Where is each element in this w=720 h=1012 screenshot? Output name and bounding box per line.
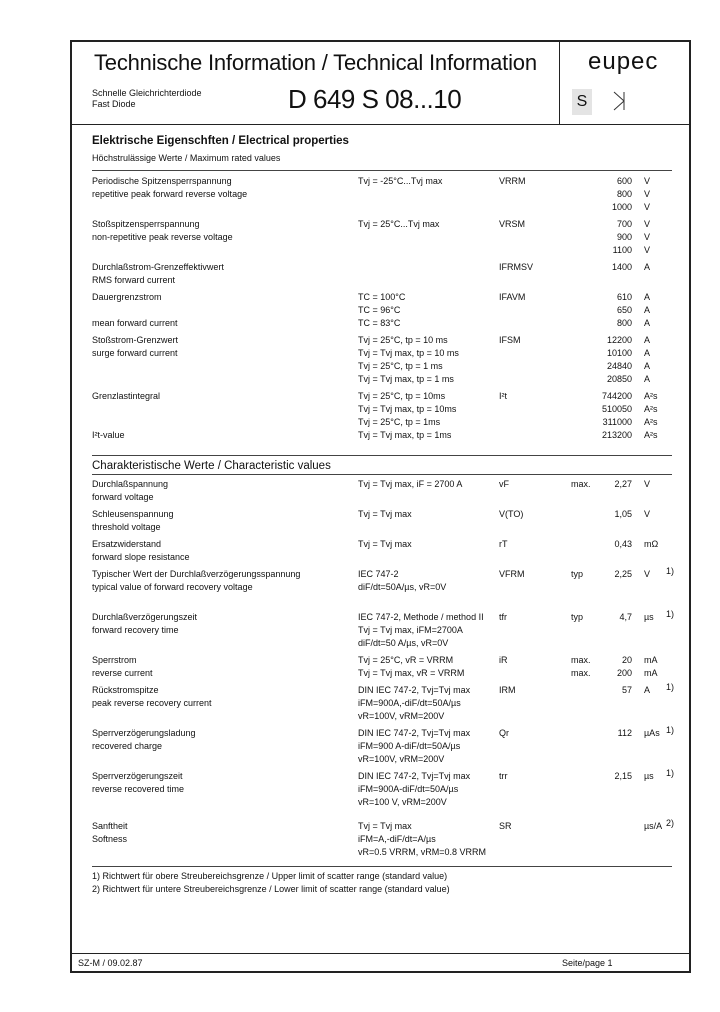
- footnote-ref: 1): [666, 609, 675, 619]
- param-value: 1100: [612, 245, 632, 255]
- param-unit: V: [644, 176, 651, 186]
- param-unit: A²s: [644, 430, 658, 440]
- test-condition: TC = 100°C: [358, 292, 406, 302]
- param-unit: V: [644, 202, 651, 212]
- param-symbol: IFRMSV: [499, 262, 534, 272]
- param-value: 650: [616, 305, 632, 315]
- test-condition: diF/dt=50 A/µs, vR=0V: [358, 638, 449, 648]
- test-condition: Tvj = Tvj max, tp = 1ms: [358, 430, 452, 440]
- param-unit: A: [644, 305, 651, 315]
- param-unit: V: [644, 189, 651, 199]
- test-condition: Tvj = Tvj max, tp = 10 ms: [358, 348, 459, 358]
- param-name-de: Durchlaßspannung: [92, 479, 169, 489]
- param-unit: A: [644, 374, 651, 384]
- footnote-ref: 1): [666, 682, 675, 692]
- param-name-en: mean forward current: [92, 318, 178, 328]
- param-name-de: Grenzlastintegral: [92, 391, 161, 401]
- param-name-de: Sanftheit: [92, 821, 128, 831]
- param-name-en: surge forward current: [92, 348, 178, 358]
- note-1: 1) Richtwert für obere Streubereichsgrenze / Upper limit of scatter range (standard value): [92, 871, 448, 881]
- param-value: 10100: [606, 348, 632, 358]
- param-name-de: Schleusenspannung: [92, 509, 174, 519]
- test-condition: Tvj = 25°C...Tvj max: [358, 219, 440, 229]
- param-unit: µs/A: [644, 821, 663, 831]
- param-value: 4,7: [619, 612, 632, 622]
- param-symbol: iR: [499, 655, 508, 665]
- footer-date: SZ-M / 09.02.87: [78, 958, 143, 968]
- test-condition: Tvj = Tvj max, iFM=2700A: [358, 625, 463, 635]
- test-condition: Tvj = Tvj max, iF = 2700 A: [358, 479, 463, 489]
- param-value: 1,05: [614, 509, 632, 519]
- test-condition: DIN IEC 747-2, Tvj=Tvj max: [358, 685, 471, 695]
- param-symbol: SR: [499, 821, 512, 831]
- param-unit: A: [644, 335, 651, 345]
- test-condition: DIN IEC 747-2, Tvj=Tvj max: [358, 728, 471, 738]
- electrical-subtitle: Höchstrulässige Werte / Maximum rated values: [92, 153, 281, 163]
- param-value: 311000: [602, 417, 632, 427]
- param-name-de: Durchlaßstrom-Grenzeffektivwert: [92, 262, 224, 272]
- param-name-en: reverse current: [92, 668, 153, 678]
- test-condition: iFM=A,-diF/dt=A/µs: [358, 834, 436, 844]
- test-condition: Tvj = Tvj max: [358, 509, 412, 519]
- param-name-en: RMS forward current: [92, 275, 176, 285]
- param-name-en: repetitive peak forward reverse voltage: [92, 189, 248, 199]
- param-symbol: V(TO): [499, 509, 524, 519]
- value-qualifier: max.: [571, 479, 591, 489]
- param-value: 20: [621, 655, 632, 665]
- param-name-en: non-repetitive peak reverse voltage: [92, 232, 233, 242]
- param-symbol: IFSM: [499, 335, 521, 345]
- param-unit: µs: [644, 771, 654, 781]
- param-symbol: tfr: [499, 612, 507, 622]
- test-condition: Tvj = 25°C, tp = 1 ms: [358, 361, 443, 371]
- param-name-de: Stoßstrom-Grenzwert: [92, 335, 179, 345]
- param-value: 510050: [601, 404, 632, 414]
- param-name-de: Durchlaßverzögerungszeit: [92, 612, 198, 622]
- section-divider: [92, 474, 672, 475]
- test-condition: Tvj = Tvj max, vR = VRRM: [358, 668, 465, 678]
- param-name-en: peak reverse recovery current: [92, 698, 212, 708]
- datasheet-page: [70, 40, 691, 973]
- note-2: 2) Richtwert für untere Streubereichsgrenze / Lower limit of scatter range (standard value): [92, 884, 450, 894]
- param-value: 213200: [601, 430, 632, 440]
- param-value: 2,25: [614, 569, 632, 579]
- param-unit: V: [644, 232, 651, 242]
- param-value: 20850: [606, 374, 632, 384]
- test-condition: vR=100V, vRM=200V: [358, 711, 445, 721]
- footnote-ref: 2): [666, 818, 675, 828]
- param-unit: µs: [644, 612, 654, 622]
- test-condition: Tvj = Tvj max: [358, 539, 412, 549]
- param-name-en: threshold voltage: [92, 522, 161, 532]
- param-value: 700: [616, 219, 632, 229]
- electrical-title: Elektrische Eigenschften / Electrical properties: [92, 135, 349, 147]
- param-symbol: rT: [499, 539, 508, 549]
- param-unit: mA: [644, 655, 658, 665]
- test-condition: diF/dt=50A/µs, vR=0V: [358, 582, 447, 592]
- param-name-en: typical value of forward recovery voltage: [92, 582, 253, 592]
- param-value: 800: [616, 189, 632, 199]
- param-value: 2,27: [614, 479, 632, 489]
- param-value: 1000: [611, 202, 632, 212]
- param-value: 800: [616, 318, 632, 328]
- param-name-de: Typischer Wert der Durchlaßverzögerungsspannung: [92, 569, 301, 579]
- test-condition: vR=100V, vRM=200V: [358, 754, 445, 764]
- param-unit: A: [644, 262, 651, 272]
- footer-page: Seite/page 1: [562, 958, 613, 968]
- param-name-de: Sperrverzögerungszeit: [92, 771, 183, 781]
- param-value: 600: [616, 176, 632, 186]
- eupec-logo: eupec: [588, 48, 659, 75]
- footer-rule: [72, 953, 689, 954]
- param-symbol: Qr: [499, 728, 509, 738]
- param-unit: V: [644, 219, 651, 229]
- param-name-en: forward recovery time: [92, 625, 179, 635]
- param-value: 24840: [606, 361, 632, 371]
- header-bottom-rule: [72, 124, 689, 125]
- param-symbol: VFRM: [499, 569, 525, 579]
- value-qualifier: typ: [571, 612, 584, 622]
- param-name-en: reverse recovered time: [92, 784, 185, 794]
- param-unit: V: [644, 509, 651, 519]
- param-unit: A: [644, 318, 651, 328]
- param-unit: A: [644, 361, 651, 371]
- param-unit: V: [644, 569, 651, 579]
- param-symbol: I²t: [499, 391, 507, 401]
- param-unit: A: [644, 685, 651, 695]
- param-value: 900: [616, 232, 632, 242]
- test-condition: Tvj = 25°C, tp = 10 ms: [358, 335, 448, 345]
- diode-symbol-icon: [612, 90, 628, 112]
- param-unit: A²s: [644, 391, 658, 401]
- test-condition: Tvj = Tvj max, tp = 10ms: [358, 404, 457, 414]
- value-qualifier: max.: [571, 668, 591, 678]
- device-type-de: Schnelle Gleichrichterdiode: [92, 88, 202, 98]
- param-unit: A²s: [644, 417, 658, 427]
- test-condition: iFM=900A,-diF/dt=50A/µs: [358, 698, 461, 708]
- param-name-de: Rückstromspitze: [92, 685, 159, 695]
- part-number: D 649 S 08...10: [288, 84, 462, 114]
- test-condition: IEC 747-2, Methode / method II: [358, 612, 484, 622]
- value-qualifier: max.: [571, 655, 591, 665]
- param-name-de: Sperrstrom: [92, 655, 137, 665]
- param-value: 0,43: [614, 539, 632, 549]
- param-value: 1400: [611, 262, 632, 272]
- param-unit: A: [644, 348, 651, 358]
- test-condition: vR=100 V, vRM=200V: [358, 797, 447, 807]
- device-type-en: Fast Diode: [92, 99, 136, 109]
- test-condition: Tvj = 25°C, tp = 10ms: [358, 391, 446, 401]
- test-condition: Tvj = -25°C...Tvj max: [358, 176, 443, 186]
- param-unit: mΩ: [644, 539, 659, 549]
- header-divider: [559, 42, 560, 124]
- param-value: 2,15: [614, 771, 632, 781]
- param-symbol: IFAVM: [499, 292, 526, 302]
- param-unit: mA: [644, 668, 658, 678]
- value-qualifier: typ: [571, 569, 584, 579]
- param-name-de: Ersatzwiderstand: [92, 539, 162, 549]
- param-name-en: recovered charge: [92, 741, 163, 751]
- param-name-de: Sperrverzögerungsladung: [92, 728, 196, 738]
- param-unit: µAs: [644, 728, 660, 738]
- param-name-en: Softness: [92, 834, 128, 844]
- section-divider: [92, 170, 672, 171]
- test-condition: DIN IEC 747-2, Tvj=Tvj max: [358, 771, 471, 781]
- test-condition: IEC 747-2: [358, 569, 399, 579]
- footnote-ref: 1): [666, 768, 675, 778]
- param-name-de: Periodische Spitzensperrspannung: [92, 176, 232, 186]
- test-condition: Tvj = Tvj max: [358, 821, 412, 831]
- param-unit: A²s: [644, 404, 658, 414]
- param-name-de: Dauergrenzstrom: [92, 292, 162, 302]
- param-unit: V: [644, 245, 651, 255]
- type-letter-box: S: [572, 89, 592, 115]
- param-name-en: I²t-value: [92, 430, 125, 440]
- test-condition: Tvj = Tvj max, tp = 1 ms: [358, 374, 454, 384]
- test-condition: iFM=900 A-diF/dt=50A/µs: [358, 741, 461, 751]
- param-name-en: forward voltage: [92, 492, 154, 502]
- param-value: 57: [621, 685, 632, 695]
- param-symbol: VRRM: [499, 176, 526, 186]
- test-condition: Tvj = 25°C, tp = 1ms: [358, 417, 441, 427]
- param-value: 112: [617, 728, 632, 738]
- param-symbol: IRM: [499, 685, 516, 695]
- param-value: 744200: [601, 391, 632, 401]
- test-condition: vR=0.5 VRRM, vRM=0.8 VRRM: [358, 847, 487, 857]
- param-symbol: trr: [499, 771, 508, 781]
- test-condition: TC = 96°C: [358, 305, 401, 315]
- footnote-ref: 1): [666, 566, 675, 576]
- param-value: 610: [616, 292, 632, 302]
- param-name-de: Stoßspitzensperrspannung: [92, 219, 200, 229]
- page-title: Technische Information / Technical Information: [94, 50, 537, 75]
- characteristic-title: Charakteristische Werte / Characteristic values: [92, 460, 331, 472]
- param-value: 200: [616, 668, 632, 678]
- param-unit: V: [644, 479, 651, 489]
- section-divider: [92, 455, 672, 456]
- test-condition: TC = 83°C: [358, 318, 401, 328]
- param-symbol: VRSM: [499, 219, 526, 229]
- param-name-en: forward slope resistance: [92, 552, 190, 562]
- test-condition: iFM=900A-diF/dt=50A/µs: [358, 784, 459, 794]
- test-condition: Tvj = 25°C, vR = VRRM: [358, 655, 454, 665]
- param-value: 12200: [606, 335, 632, 345]
- param-symbol: vF: [499, 479, 509, 489]
- param-unit: A: [644, 292, 651, 302]
- footnote-ref: 1): [666, 725, 675, 735]
- section-divider: [92, 866, 672, 867]
